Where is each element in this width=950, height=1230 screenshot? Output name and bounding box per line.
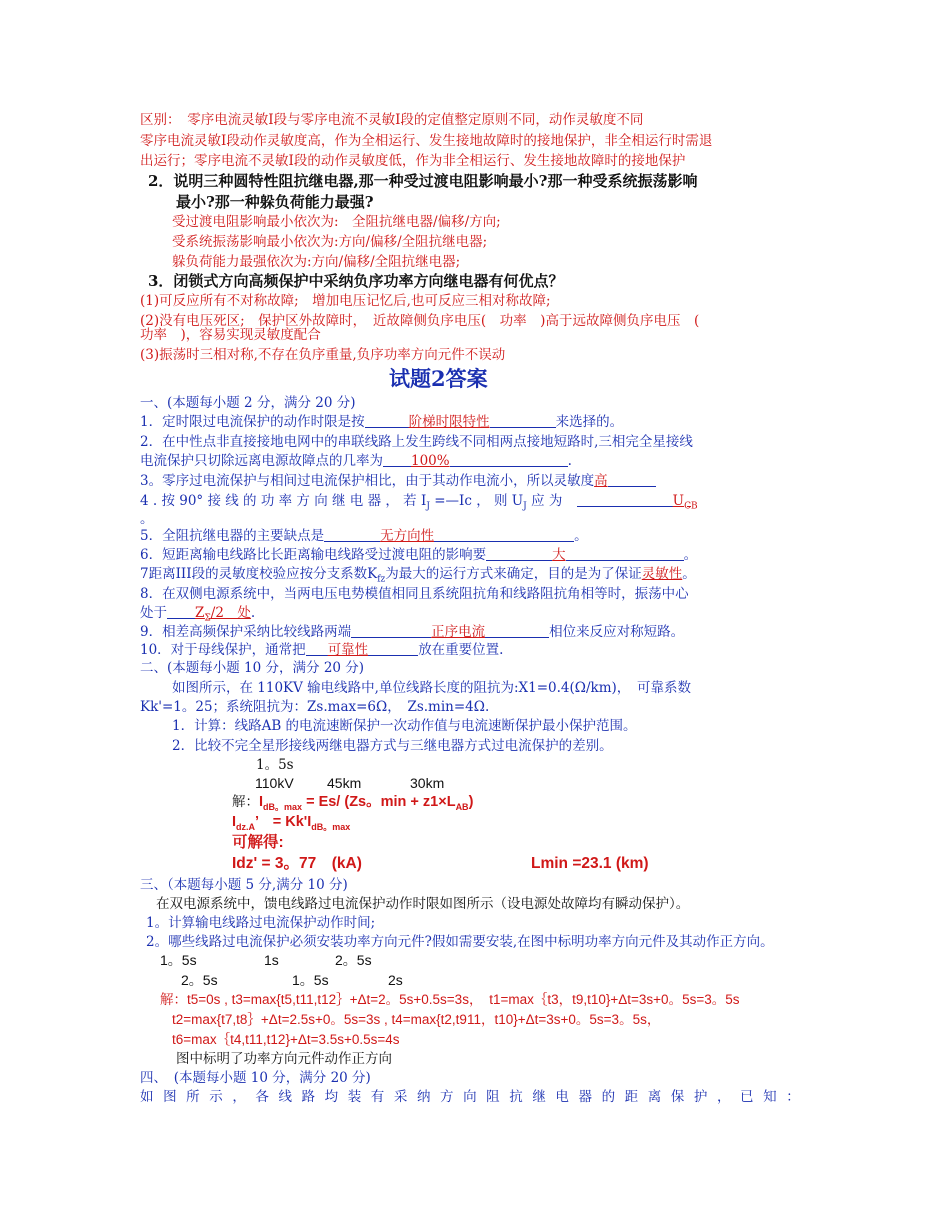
section-4-glyph: 电	[555, 1089, 569, 1105]
question-3-answer-3: 功率 )，容易实现灵敏度配合	[140, 327, 321, 343]
item-1-text-b: 来选择的。	[555, 414, 624, 430]
section-4-glyph: 保	[670, 1089, 685, 1105]
section-4-glyph: 路	[301, 1089, 316, 1105]
item-9-answer: 正序电流	[431, 624, 486, 640]
item-5-text-a: 5．全阻抗继电器的主要缺点是	[140, 528, 325, 544]
item-3-text-a: 3。零序过电流保护与相间过电流保护相比，由于其动作电流小，所以灵敏度	[140, 473, 595, 489]
question-3-answer-1: (1)可反应所有不对称故障; 增加电压记忆后,也可反应三相对称故障;	[140, 293, 551, 309]
formula-2-body: ’ = Kk'I	[255, 814, 312, 830]
solution-label: 解：	[232, 794, 259, 810]
item-7-text-b: 为最大的运行方式来确定，目的是为了保证	[385, 566, 642, 582]
item-1-answer: 阶梯时限特性	[408, 414, 490, 430]
item-4-text-c: 应 为	[526, 493, 563, 509]
section-3-answer-1: 解：t5=0s , t3=max{t5,t11,t12｝+Δt=2。5s+0.5s=3s， t1=max｛t3，t9,t10}+Δt=3s+0。5s=3。5s	[160, 992, 740, 1007]
item-1-blank-left	[365, 413, 409, 428]
page-title: 试题2答案	[389, 366, 488, 391]
formula-1-sub-2: AB	[455, 801, 469, 812]
formula-1-i: I	[259, 794, 264, 810]
item-7-answer: 灵敏性	[641, 566, 683, 582]
item-6-text-a: 6．短距离输电线路比长距离输电线路受过渡电阻的影响要	[140, 547, 487, 563]
question-2-answer-1: 受过渡电阻影响最小依次为: 全阻抗继电器/偏移/方向;	[172, 214, 501, 230]
item-10-answer: 可靠性	[327, 642, 369, 658]
formula-2-sub-2: dB。max	[311, 821, 351, 832]
difference-line-1: 区别： 零序电流灵敏I段与零序电流不灵敏I段的定值整定原则不同，动作灵敏度不同	[140, 112, 644, 128]
item-8-answer-main: Z	[195, 605, 205, 621]
item-8-text-c: .	[250, 605, 256, 621]
item-10	[140, 640, 503, 660]
section-2-line-2: Kk'=1。25；系统阻抗为：Zs.max=6Ω， Zs.min=4Ω.	[140, 699, 490, 715]
section-1-heading: 一、(本题每小题 2 分，满分 20 分)	[140, 395, 356, 411]
item-2-line-1: 2．在中性点非直接接地电网中的串联线路上发生跨线不同相两点接地短路时,三相完全星接线	[140, 434, 693, 450]
section-4-glyph: 纳	[416, 1089, 431, 1105]
item-6-text-b: 。	[683, 547, 698, 563]
section-4-glyph: 方	[440, 1089, 454, 1105]
item-5-blank-right	[434, 527, 574, 542]
solution-result-idz: Idz' = 3。77 (kA)	[232, 855, 362, 872]
item-9-text-a: 9．相差高频保护采纳比较线路两端	[140, 624, 352, 640]
section-4-glyph: 图	[163, 1089, 177, 1105]
formula-1-sub: dB。max	[263, 801, 303, 812]
section-4-glyph: 知	[763, 1089, 777, 1105]
item-4-answer	[672, 493, 698, 512]
figure-1-length-1: 45km	[327, 775, 362, 791]
item-4-answer-sub: CB	[684, 501, 698, 512]
figure-2-time-3: 2。5s	[335, 952, 372, 968]
item-10-text-b: 放在重要位置.	[418, 642, 504, 658]
figure-2-time-2: 1s	[264, 952, 279, 968]
item-2-line-2	[140, 451, 572, 471]
item-10-blank-left	[306, 641, 328, 656]
item-6	[140, 545, 697, 565]
item-1	[140, 412, 623, 432]
section-3-answer-3: t6=max｛t4,t11,t12}+Δt=3.5s+0.5s=4s	[172, 1032, 400, 1047]
section-4-glyph: 各	[255, 1089, 269, 1105]
difference-line-3: 出运行；零序电流不灵敏I段的动作灵敏度低，作为非全相运行、发生接地故障时的接地保护	[140, 153, 686, 169]
item-1-blank-right	[490, 413, 556, 428]
item-5-answer: 无方向性	[380, 528, 435, 544]
solution-result-lmin: Lmin =23.1 (km)	[531, 855, 649, 872]
item-8-text-b: 处于	[140, 605, 167, 621]
section-4-glyph: 已	[740, 1089, 754, 1105]
item-4-answer-main: U	[672, 493, 685, 509]
item-4	[140, 491, 698, 517]
section-4-glyph: 距	[624, 1089, 639, 1105]
section-4-heading: 四、 (本题每小题 10 分，满分 20 分)	[140, 1070, 371, 1086]
figure-2-time-5: 1。5s	[292, 972, 329, 988]
item-4-text-a: 4 . 按 90° 接 线 的 功 率 方 向 继 电 器 ， 若 I	[140, 493, 427, 509]
item-9-blank-right	[485, 623, 549, 638]
section-4-glyph: 抗	[509, 1089, 523, 1105]
difference-line-2: 零序电流灵敏I段动作灵敏度高，作为全相运行、发生接地故障时的接地保护，非全相运行时需退	[140, 133, 713, 149]
formula-2-i: I	[232, 814, 237, 830]
item-3	[140, 471, 656, 491]
item-2-text-c: .	[567, 453, 572, 469]
item-3-blank	[608, 472, 656, 487]
figure-2-time-6: 2s	[388, 972, 403, 988]
question-2-answer-2: 受系统振荡影响最小依次为:方向/偏移/全阻抗继电器;	[172, 234, 488, 250]
section-4-glyph: 所	[186, 1089, 200, 1105]
item-4-sub-1: J	[426, 501, 430, 512]
section-4-glyph: 的	[601, 1089, 616, 1105]
item-2-blank-right	[450, 452, 568, 467]
section-3-line-3: 2。哪些线路过电流保护必须安装功率方向元件?假如需要安装,在图中标明功率方向元件及其动作正方向。	[146, 934, 774, 950]
item-5	[140, 526, 588, 546]
section-4-glyph: 采	[393, 1089, 408, 1105]
section-3-line-2: 1。计算输电线路过电流保护动作时间;	[146, 915, 376, 931]
figure-1-voltage-label: 110kV	[255, 775, 294, 791]
section-2-heading: 二、(本题每小题 10 分，满分 20 分)	[140, 660, 365, 676]
section-4-glyph: 继	[532, 1089, 546, 1105]
item-8-answer-sub: Σ	[204, 613, 211, 624]
figure-2-time-1: 1。5s	[160, 952, 197, 968]
item-2-text-b: 电流保护只切除远离电源故障点的几率为	[140, 453, 383, 469]
section-4-glyph: ，	[716, 1089, 731, 1105]
section-4-glyph: 均	[324, 1089, 339, 1105]
question-2-line-2: 最小?那一种躲负荷能力最强?	[176, 193, 374, 211]
item-10-text-a: 10．对于母线保护，通常把	[140, 642, 306, 658]
section-4-glyph: 如	[140, 1089, 154, 1105]
section-4-glyph: 护	[693, 1089, 708, 1105]
item-5-blank-left	[324, 527, 380, 542]
formula-1-end: )	[468, 794, 474, 810]
item-2-blank-left	[383, 452, 411, 467]
section-4-glyph: 示	[209, 1089, 223, 1105]
item-7-text-c: 。	[682, 566, 696, 582]
item-6-answer: 大	[552, 547, 566, 563]
item-9-blank-left	[351, 623, 431, 638]
figure-1-time-label: 1。5s	[256, 757, 294, 773]
section-2-line-1: 如图所示，在 110KV 输电线路中,单位线路长度的阻抗为:X1=0.4(Ω/km)， 可靠系数	[172, 680, 692, 696]
section-4-line-1	[140, 1087, 800, 1107]
section-4-glyph: 阻	[486, 1089, 500, 1105]
question-3-answer-2: (2)没有电压死区; 保护区外故障时， 近故障侧负序电压( 功率 )高于远故障侧负序电压 (	[140, 313, 700, 329]
item-8-answer	[195, 605, 251, 624]
section-4-glyph: 装	[347, 1089, 362, 1105]
section-4-glyph: 线	[278, 1089, 292, 1105]
item-1-text-a: 1．定时限过电流保护的动作时限是按	[140, 414, 365, 430]
item-4-end: 。	[140, 511, 154, 527]
item-2-answer: 100%	[411, 453, 450, 469]
question-3-line-1: 3．闭锁式方向高频保护中采纳负序功率方向继电器有何优点？	[148, 272, 564, 290]
section-3-line-1: 在双电源系统中，馈电线路过电流保护动作时限如图所示（设电源处故障均有瞬动保护）。	[156, 896, 690, 912]
section-2-line-4: 2．比较不完全星形接线两继电器方式与三继电器方式过电流保护的差别。	[172, 738, 613, 754]
section-4-glyph: 器	[578, 1089, 592, 1105]
item-8-blank	[167, 604, 195, 619]
section-3-answer-4: 图中标明了功率方向元件动作正方向	[176, 1051, 392, 1067]
question-3-answer-4: (3)振荡时三相对称,不存在负序重量,负序功率方向元件不误动	[140, 347, 506, 363]
item-6-blank-left	[486, 546, 552, 561]
solution-result-label: 可解得:	[232, 834, 284, 851]
question-2-answer-3: 躲负荷能力最强依次为:方向/偏移/全阻抗继电器;	[172, 254, 461, 270]
item-8-answer-tail: /2 处	[210, 605, 251, 621]
item-7-sub: fz	[377, 574, 386, 585]
item-9-text-b: 相位来反应对称短路。	[549, 624, 685, 640]
item-4-sub-2: J	[523, 501, 527, 512]
section-4-glyph: 离	[647, 1089, 662, 1105]
item-8-line-1: 8．在双侧电源系统中，当两电压电势模值相同且系统阻抗角和线路阻抗角相等时，振荡中心	[140, 586, 689, 602]
item-4-text-b: =—Ic ， 则 U	[429, 493, 524, 509]
section-4-glyph: ：	[786, 1089, 800, 1105]
item-5-text-b: 。	[574, 528, 588, 544]
formula-1-body: = Es/ (Zs。min + z1×L	[302, 794, 456, 810]
solution-formula-1	[259, 794, 473, 810]
section-3-answer-2: t2=max{t7,t8｝+Δt=2.5s+0。5s=3s , t4=max{t2,t911，t10}+Δt=3s+0。5s=3。5s，	[172, 1012, 661, 1027]
figure-1-length-2: 30km	[410, 775, 445, 791]
section-4-glyph: 有	[370, 1089, 385, 1105]
item-3-answer: 高	[594, 473, 608, 489]
item-10-blank-right	[368, 641, 418, 656]
figure-2-time-4: 2。5s	[181, 972, 218, 988]
question-2-line-1: 2．说明三种圆特性阻抗继电器,那一种受过渡电阻影响最小?那一种受系统振荡影响	[148, 172, 698, 190]
item-9	[140, 622, 684, 642]
item-7-text-a: 7距离III段的灵敏度校验应按分支系数K	[140, 566, 378, 582]
formula-2-sub: dz.A	[236, 821, 256, 832]
section-2-line-3: 1．计算：线路AB 的电流速断保护一次动作值与电流速断保护最小保护范围。	[172, 718, 637, 734]
section-4-glyph: 向	[463, 1089, 477, 1105]
section-3-heading: 三、（本题每小题 5 分,满分 10 分)	[140, 877, 348, 893]
item-6-blank-right	[566, 546, 684, 561]
item-4-blank	[577, 492, 673, 507]
section-4-glyph: ，	[232, 1089, 246, 1105]
